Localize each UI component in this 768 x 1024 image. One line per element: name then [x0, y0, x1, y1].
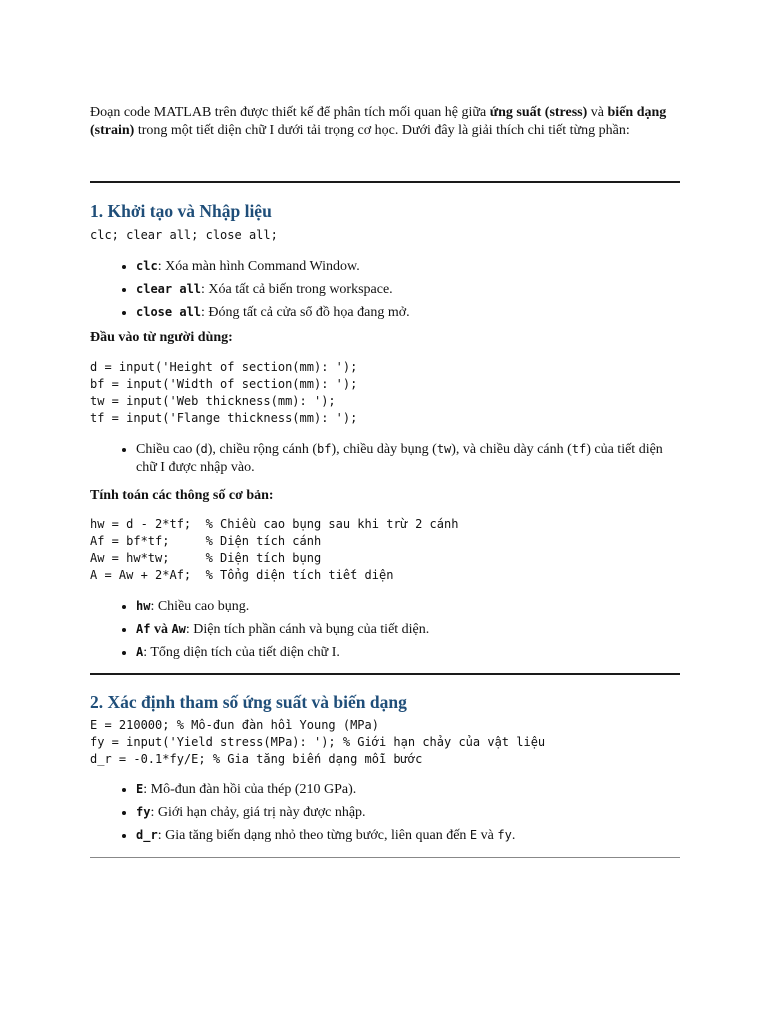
inline-code: close all [136, 305, 202, 319]
bullet-list-input [90, 440, 680, 481]
list-item [136, 303, 680, 322]
inline-code: bf [317, 442, 332, 456]
intro-text: Đoạn code MATLAB trên được thiết kế để phân tích mối quan hệ giữa [90, 105, 490, 120]
inline-code: E [136, 782, 144, 796]
inline-code: A [136, 645, 144, 659]
input-subheading: Đầu vào từ người dùng: [90, 330, 233, 345]
code-block-calc: hw = d - 2*tf; % Chiều cao bụng sau khi trừ 2 cánh Af = bf*tf; % Diện tích cánh Aw = hw*tw; % Diện tích bụng A = Aw + 2*Af; % Tổng diện tích tiết diện [90, 517, 459, 582]
code-block-init: clc; clear all; close all; [90, 228, 278, 242]
list-item-text: ), và chiều dày cánh ( [451, 442, 572, 457]
inline-code: tw [436, 442, 452, 456]
list-item-text: và [477, 828, 498, 843]
list-item-text: ) của tiết diện chữ I được nhập vào. [136, 442, 663, 475]
list-item-text: : Chiều cao bụng. [150, 599, 250, 614]
inline-code: hw [136, 599, 151, 613]
divider [90, 857, 680, 858]
list-item-text: : Xóa màn hình Command Window. [157, 259, 360, 274]
bullet-list-calc [90, 597, 680, 666]
code-block-params: E = 210000; % Mô-đun đàn hồi Young (MPa) fy = input('Yield stress(MPa): '); % Giới hạn chảy của vật liệu d_r = -0.1*fy/E; % Gia tăng biến dạng mỗi bước [90, 718, 546, 766]
inline-code: d [200, 442, 208, 456]
list-item-text: Chiều cao ( [136, 442, 201, 457]
list-item-text: : Xóa tất cả biến trong workspace. [201, 282, 393, 297]
list-item [136, 643, 680, 662]
list-item [136, 803, 680, 822]
list-item-text: : Tổng diện tích của tiết diện chữ I. [143, 645, 340, 660]
bullet-list-init [90, 257, 680, 326]
list-item-text: ), chiều rộng cánh ( [207, 442, 317, 457]
list-item [136, 257, 680, 276]
list-item [136, 440, 680, 477]
inline-code: d_r [136, 828, 158, 842]
list-item-text: : Mô-đun đàn hồi của thép (210 GPa). [143, 782, 357, 797]
list-item-text: : Giới hạn chảy, giá trị này được nhập. [150, 805, 366, 820]
list-item [136, 826, 680, 845]
list-item [136, 780, 680, 799]
intro-text: trong một tiết diện chữ I dưới tải trọng cơ học. Dưới đây là giải thích chi tiết từng phần: [134, 123, 630, 138]
inline-code: clc [136, 259, 158, 273]
list-item [136, 280, 680, 299]
section-1-title: 1. Khởi tạo và Nhập liệu [90, 201, 272, 221]
list-item [136, 597, 680, 616]
inline-code: Aw [171, 622, 186, 636]
calc-subheading: Tính toán các thông số cơ bản: [90, 488, 274, 503]
list-item-text: ), chiều dày bụng ( [331, 442, 437, 457]
intro-bold-stress: ứng suất (stress) [489, 105, 588, 120]
list-item-text: : Gia tăng biến dạng nhỏ theo từng bước, liên quan đến [157, 828, 470, 843]
inline-code: fy [136, 805, 151, 819]
list-item-text: . [511, 828, 516, 843]
list-item-text: và [150, 622, 172, 637]
inline-code: Af [136, 622, 151, 636]
intro-text: và [587, 105, 608, 120]
list-item-text: : Diện tích phần cánh và bụng của tiết diện. [185, 622, 430, 637]
inline-code: fy [497, 828, 512, 842]
inline-code: tf [571, 442, 587, 456]
bullet-list-params [90, 780, 680, 849]
intro-paragraph [90, 104, 680, 140]
intro-bold-strain: biến dạng (strain) [90, 105, 667, 138]
section-2-title: 2. Xác định tham số ứng suất và biến dạng [90, 692, 407, 712]
divider [90, 181, 680, 183]
code-block-input: d = input('Height of section(mm): '); bf = input('Width of section(mm): '); tw = input('Web thickness(mm): '); tf = input('Flange thickness(mm): '); [90, 360, 358, 425]
inline-code: clear all [136, 282, 202, 296]
inline-code: E [469, 828, 478, 842]
list-item [136, 620, 680, 639]
list-item-text: : Đóng tất cả cửa sổ đồ họa đang mở. [201, 305, 410, 320]
divider [90, 673, 680, 675]
